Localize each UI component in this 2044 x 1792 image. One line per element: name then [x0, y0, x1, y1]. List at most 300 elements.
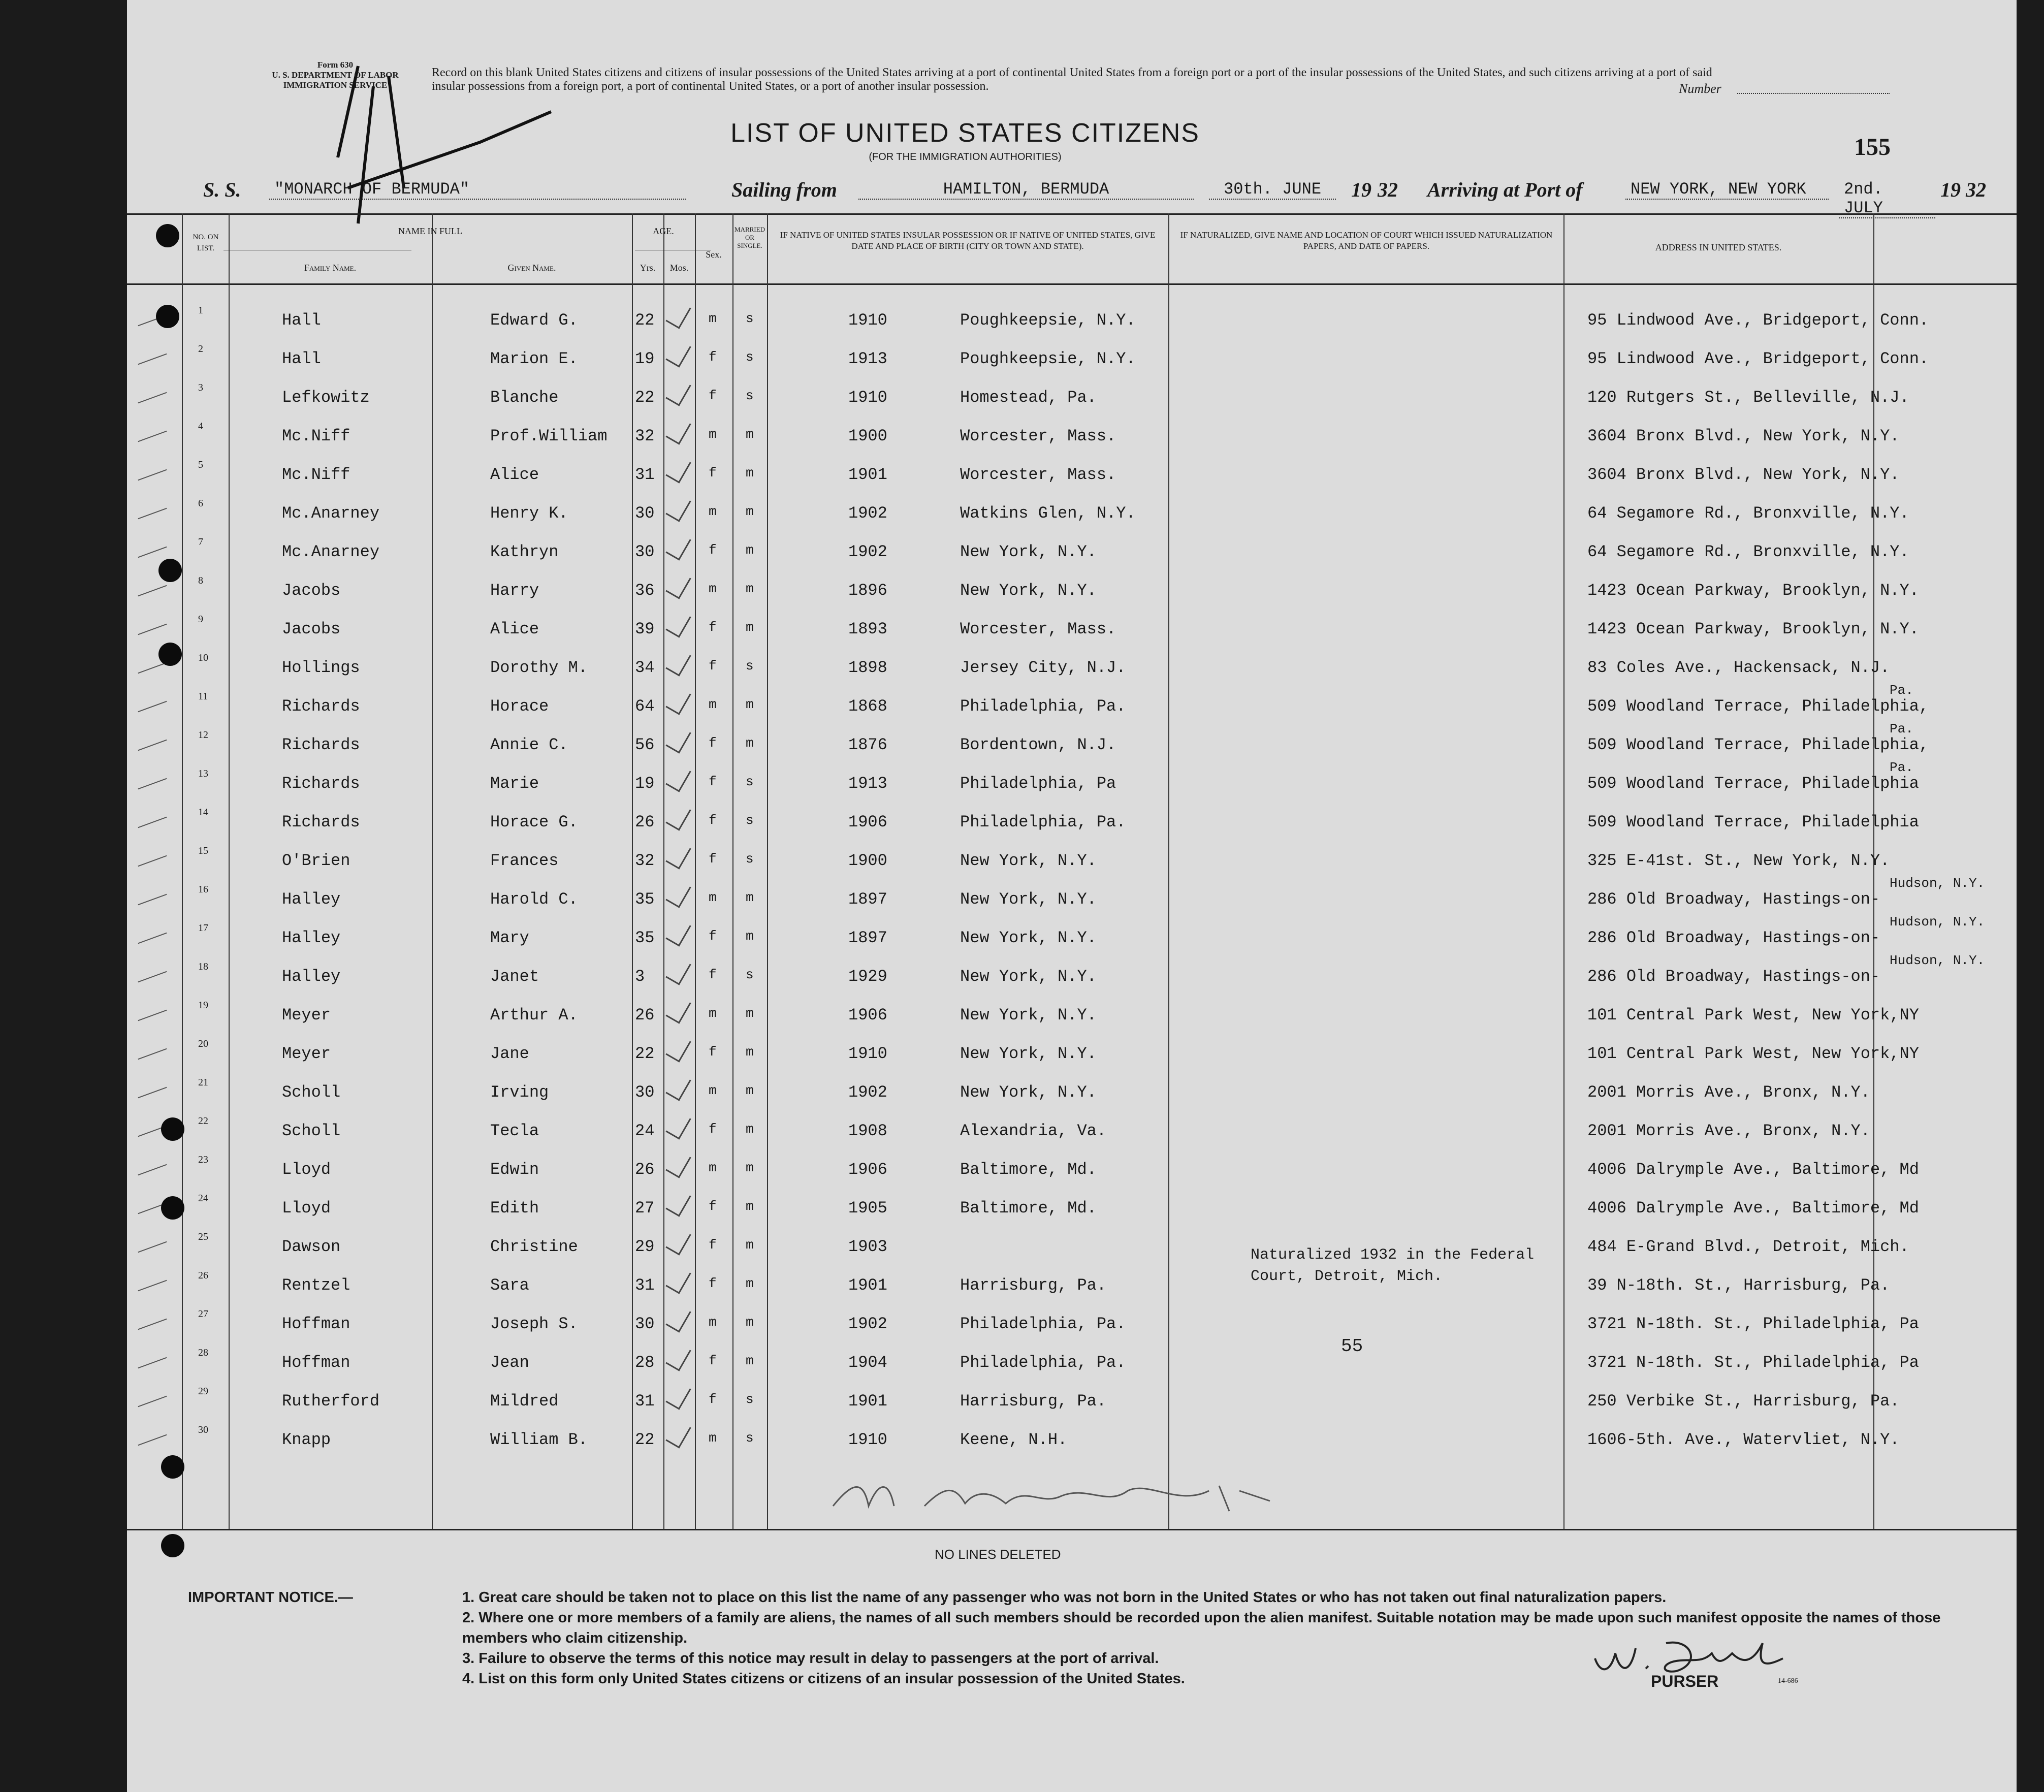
marital-status-cell: s — [746, 774, 754, 789]
family-name-cell: Hoffman — [282, 1353, 350, 1372]
family-name-cell: Mc.Niff — [282, 427, 350, 445]
sailing-from-label: Sailing from — [731, 178, 837, 201]
family-name-cell: Lloyd — [282, 1160, 331, 1179]
address-cell: 95 Lindwood Ave., Bridgeport, Conn. — [1587, 311, 1929, 330]
age-years-cell: 30 — [635, 504, 655, 523]
row-number: 24 — [198, 1193, 208, 1204]
form-number: Form 630 — [317, 60, 354, 70]
table-row — [127, 609, 2017, 647]
family-name-cell: Lloyd — [282, 1199, 331, 1218]
birth-place-cell: Philadelphia, Pa. — [960, 1315, 1126, 1333]
birth-year-cell: 1902 — [848, 1083, 887, 1102]
address-cell: 101 Central Park West, New York,NY — [1587, 1044, 1919, 1063]
table-row — [127, 531, 2017, 570]
given-name-cell: Joseph S. — [490, 1315, 578, 1333]
birth-year-cell: 1901 — [848, 465, 887, 484]
address-cell: 83 Coles Ave., Hackensack, N.J. — [1587, 658, 1890, 677]
birth-place-cell: New York, N.Y. — [960, 581, 1097, 600]
ship-info-line — [203, 173, 1986, 217]
birth-place-cell: Keene, N.H. — [960, 1430, 1068, 1449]
table-row — [127, 995, 2017, 1033]
age-years-cell: 22 — [635, 311, 655, 330]
birth-year-cell: 1898 — [848, 658, 887, 677]
margin-tick-mark — [138, 392, 167, 403]
row-number: 8 — [198, 575, 203, 586]
sex-cell: f — [709, 1276, 717, 1291]
marital-status-cell: s — [746, 1430, 754, 1446]
address-cell: 4006 Dalrymple Ave., Baltimore, Md — [1587, 1199, 1919, 1218]
age-years-cell: 32 — [635, 427, 655, 445]
marital-status-cell: s — [746, 311, 754, 326]
table-row — [127, 1226, 2017, 1265]
marital-status-cell: s — [746, 658, 754, 674]
address-cell: 2001 Morris Ave., Bronx, N.Y. — [1587, 1083, 1870, 1102]
birth-year-cell: 1900 — [848, 851, 887, 870]
arriving-year-prefix: 19 — [1940, 178, 1961, 201]
row-number: 3 — [198, 382, 203, 393]
check-mark-icon — [665, 918, 691, 946]
birth-place-cell: Bordentown, N.J. — [960, 735, 1116, 754]
age-years-cell: 56 — [635, 735, 655, 754]
table-row — [127, 721, 2017, 763]
table-row — [127, 647, 2017, 686]
marital-status-cell: m — [746, 620, 754, 635]
sex-cell: m — [709, 1430, 717, 1446]
address-cell: 509 Woodland Terrace, Philadelphia, — [1587, 697, 1929, 716]
header-mos: Mos. — [669, 263, 689, 273]
birth-place-cell: Homestead, Pa. — [960, 388, 1097, 407]
margin-tick-mark — [138, 354, 167, 365]
address-cell: 2001 Morris Ave., Bronx, N.Y. — [1587, 1122, 1870, 1140]
header-given-name: Given Name. — [507, 263, 556, 273]
row-number: 15 — [198, 845, 208, 856]
sailing-from-port: HAMILTON, BERMUDA — [858, 180, 1194, 200]
table-row — [127, 1149, 2017, 1188]
marital-status-cell: m — [746, 1122, 754, 1137]
sex-cell: m — [709, 1083, 717, 1098]
margin-tick-mark — [138, 1164, 167, 1175]
birth-year-cell: 1897 — [848, 890, 887, 909]
table-row — [127, 1110, 2017, 1149]
address-cell: 325 E-41st. St., New York, N.Y. — [1587, 851, 1890, 870]
margin-tick-mark — [138, 933, 167, 944]
check-mark-icon — [665, 1188, 691, 1217]
age-years-cell: 31 — [635, 465, 655, 484]
row-number: 5 — [198, 459, 203, 470]
margin-tick-mark — [138, 585, 167, 596]
sex-cell: f — [709, 735, 717, 751]
age-years-cell: 19 — [635, 774, 655, 793]
check-mark-icon — [665, 339, 691, 367]
age-years-cell: 24 — [635, 1122, 655, 1140]
address-continuation-cell: Hudson, N.Y. — [1890, 953, 1985, 968]
check-mark-icon — [665, 686, 691, 715]
sailing-date: 30th. JUNE — [1209, 180, 1336, 200]
page-subtitle: (FOR THE IMMIGRATION AUTHORITIES) — [869, 151, 1062, 163]
row-number: 17 — [198, 922, 208, 934]
birth-year-cell: 1905 — [848, 1199, 887, 1218]
check-mark-icon — [665, 995, 691, 1023]
manifest-table — [127, 213, 2017, 1535]
arriving-year: 32 — [1966, 178, 1986, 201]
family-name-cell: Hall — [282, 349, 321, 368]
sailing-year: 32 — [1378, 178, 1398, 201]
address-cell: 64 Segamore Rd., Bronxville, N.Y. — [1587, 542, 1909, 561]
address-cell: 1606-5th. Ave., Watervliet, N.Y. — [1587, 1430, 1900, 1449]
table-row — [127, 300, 2017, 338]
punch-hole — [158, 559, 182, 582]
notice-item-4: 4. List on this form only United States citizens or citizens of an insular possession of the United States. — [462, 1671, 1185, 1687]
margin-tick-mark — [138, 1048, 167, 1060]
given-name-cell: Arthur A. — [490, 1006, 578, 1025]
margin-tick-mark — [138, 1357, 167, 1368]
given-name-cell: Marion E. — [490, 349, 578, 368]
table-row — [127, 493, 2017, 531]
marital-status-cell: m — [746, 1006, 754, 1021]
check-mark-icon — [665, 1034, 691, 1062]
given-name-cell: Frances — [490, 851, 559, 870]
sex-cell: f — [709, 774, 717, 789]
margin-tick-mark — [138, 855, 167, 867]
department-name: U. S. DEPARTMENT OF LABOR — [272, 70, 399, 80]
sex-cell: f — [709, 929, 717, 944]
address-cell: 509 Woodland Terrace, Philadelphia — [1587, 813, 1919, 831]
age-years-cell: 30 — [635, 1083, 655, 1102]
family-name-cell: Halley — [282, 967, 341, 986]
given-name-cell: Mildred — [490, 1392, 559, 1411]
check-mark-icon — [665, 1381, 691, 1410]
birth-year-cell: 1910 — [848, 1044, 887, 1063]
sex-cell: f — [709, 1353, 717, 1368]
row-number: 7 — [198, 536, 203, 548]
marital-status-cell: s — [746, 388, 754, 403]
sex-cell: m — [709, 1006, 717, 1021]
manifest-sheet — [127, 0, 2017, 1792]
birth-place-cell: New York, N.Y. — [960, 1006, 1097, 1025]
row-number: 12 — [198, 729, 208, 741]
sex-cell: m — [709, 504, 717, 519]
sex-cell: m — [709, 427, 717, 442]
age-years-cell: 35 — [635, 890, 655, 909]
margin-tick-mark — [138, 508, 167, 519]
record-instructions: Record on this blank United States citizens and citizens of insular possessions of the United States arriving at a port of continental United States from a foreign port or a port of the insular possessions of the United States, and such citizens arriving at a port of said insular possessions from a foreign port, a port of continental United States, or a port of another insular possession. — [432, 66, 1712, 93]
header-sex: Sex. — [706, 249, 722, 260]
row-number: 16 — [198, 884, 208, 895]
row-number: 28 — [198, 1347, 208, 1358]
address-continuation-cell: Pa. — [1890, 683, 1913, 698]
check-mark-icon — [665, 802, 691, 830]
birth-year-cell: 1929 — [848, 967, 887, 986]
address-continuation-cell: Hudson, N.Y. — [1890, 876, 1985, 891]
birth-year-cell: 1904 — [848, 1353, 887, 1372]
punch-hole — [161, 1196, 184, 1220]
header-name-in-full: NAME IN FULL — [398, 226, 462, 236]
arriving-label: Arriving at Port of — [1427, 178, 1583, 201]
given-name-cell: Edward G. — [490, 311, 578, 330]
punch-hole — [161, 1117, 184, 1141]
row-number: 26 — [198, 1270, 208, 1281]
row-number: 14 — [198, 807, 208, 818]
table-row — [127, 914, 2017, 956]
given-name-cell: Harold C. — [490, 890, 578, 909]
age-years-cell: 22 — [635, 1430, 655, 1449]
sex-cell: f — [709, 1044, 717, 1060]
family-name-cell: Halley — [282, 890, 341, 909]
header-native-birth: IF NATIVE OF UNITED STATES INSULAR POSSESSION OR IF NATIVE OF UNITED STATES, GIVE DATE AND PLACE OF BIRTH (CITY OR TOWN AND STATE). — [780, 230, 1156, 251]
address-cell: 286 Old Broadway, Hastings-on- — [1587, 929, 1880, 947]
given-name-cell: Horace G. — [490, 813, 578, 831]
table-row — [127, 840, 2017, 879]
arriving-date: 2nd. JULY — [1839, 180, 1935, 218]
check-mark-icon — [665, 841, 691, 869]
family-name-cell: Meyer — [282, 1006, 331, 1025]
family-name-cell: Hoffman — [282, 1315, 350, 1333]
sex-cell: m — [709, 1315, 717, 1330]
sex-cell: m — [709, 697, 717, 712]
family-name-cell: Dawson — [282, 1237, 341, 1256]
marital-status-cell: s — [746, 349, 754, 365]
birth-year-cell: 1902 — [848, 504, 887, 523]
row-number: 29 — [198, 1386, 208, 1397]
check-mark-icon — [665, 377, 691, 406]
address-cell: 3604 Bronx Blvd., New York, N.Y. — [1587, 465, 1900, 484]
birth-place-cell: Philadelphia, Pa — [960, 774, 1116, 793]
age-years-cell: 22 — [635, 1044, 655, 1063]
given-name-cell: William B. — [490, 1430, 588, 1449]
sex-cell: f — [709, 542, 717, 558]
check-mark-icon — [665, 648, 691, 676]
birth-year-cell: 1910 — [848, 1430, 887, 1449]
family-name-cell: Scholl — [282, 1083, 341, 1102]
marital-status-cell: m — [746, 1199, 754, 1214]
margin-tick-mark — [138, 894, 167, 905]
marital-status-cell: m — [746, 1083, 754, 1098]
row-number: 1 — [198, 305, 203, 316]
sex-cell: f — [709, 388, 717, 403]
address-cell: 484 E-Grand Blvd., Detroit, Mich. — [1587, 1237, 1909, 1256]
given-name-cell: Janet — [490, 967, 539, 986]
age-years-cell: 26 — [635, 813, 655, 831]
sex-cell: m — [709, 890, 717, 905]
age-years-cell: 27 — [635, 1199, 655, 1218]
address-continuation-cell: Hudson, N.Y. — [1890, 914, 1985, 930]
margin-tick-mark — [138, 662, 167, 674]
birth-place-cell: New York, N.Y. — [960, 929, 1097, 947]
birth-place-cell: Poughkeepsie, N.Y. — [960, 311, 1136, 330]
family-name-cell: Mc.Anarney — [282, 542, 380, 561]
given-name-cell: Irving — [490, 1083, 549, 1102]
address-cell: 509 Woodland Terrace, Philadelphia, — [1587, 735, 1929, 754]
address-cell: 1423 Ocean Parkway, Brooklyn, N.Y. — [1587, 581, 1919, 600]
header-family-name: Family Name. — [304, 263, 357, 273]
page-title: LIST OF UNITED STATES CITIZENS — [730, 118, 1200, 148]
punch-hole — [158, 643, 182, 666]
check-mark-icon — [665, 1227, 691, 1255]
birth-year-cell: 1906 — [848, 813, 887, 831]
age-years-cell: 31 — [635, 1276, 655, 1295]
given-name-cell: Annie C. — [490, 735, 568, 754]
age-years-cell: 30 — [635, 542, 655, 561]
given-name-cell: Harry — [490, 581, 539, 600]
marital-status-cell: m — [746, 735, 754, 751]
marital-status-cell: s — [746, 813, 754, 828]
marital-status-cell: m — [746, 1044, 754, 1060]
row-number: 6 — [198, 498, 203, 509]
family-name-cell: Richards — [282, 735, 360, 754]
family-name-cell: Mc.Anarney — [282, 504, 380, 523]
marital-status-cell: s — [746, 851, 754, 867]
margin-tick-mark — [138, 817, 167, 828]
purser-label: PURSER — [1651, 1672, 1719, 1690]
marital-status-cell: m — [746, 890, 754, 905]
family-name-cell: Lefkowitz — [282, 388, 370, 407]
margin-tick-mark — [138, 1010, 167, 1021]
table-row — [127, 1342, 2017, 1381]
address-cell: 1423 Ocean Parkway, Brooklyn, N.Y. — [1587, 620, 1919, 638]
header-address: ADDRESS IN UNITED STATES. — [1655, 242, 1782, 252]
sex-cell: f — [709, 813, 717, 828]
ss-label: S. S. — [203, 178, 241, 201]
sex-cell: f — [709, 1199, 717, 1214]
birth-place-cell: New York, N.Y. — [960, 967, 1097, 986]
sailing-year-prefix: 19 — [1351, 178, 1371, 201]
birth-place-cell: New York, N.Y. — [960, 542, 1097, 561]
sex-cell: m — [709, 1160, 717, 1175]
notice-label: IMPORTANT NOTICE.— — [188, 1589, 353, 1606]
punch-hole — [161, 1534, 184, 1557]
row-number: 25 — [198, 1231, 208, 1242]
sex-cell: f — [709, 1237, 717, 1253]
margin-tick-mark — [138, 1241, 167, 1253]
arriving-port: NEW YORK, NEW YORK — [1625, 180, 1829, 200]
row-number: 21 — [198, 1077, 208, 1088]
marital-status-cell: s — [746, 1392, 754, 1407]
age-years-cell: 3 — [635, 967, 645, 986]
age-years-cell: 30 — [635, 1315, 655, 1333]
marital-status-cell: m — [746, 1353, 754, 1368]
check-mark-icon — [665, 956, 691, 985]
birth-year-cell: 1902 — [848, 1315, 887, 1333]
margin-tick-mark — [138, 1396, 167, 1407]
row-number: 2 — [198, 343, 203, 355]
row-number: 20 — [198, 1038, 208, 1049]
marital-status-cell: m — [746, 427, 754, 442]
birth-place-cell: Baltimore, Md. — [960, 1160, 1097, 1179]
family-name-cell: Scholl — [282, 1122, 341, 1140]
table-row — [127, 1072, 2017, 1110]
check-mark-icon — [665, 879, 691, 908]
table-row — [127, 1419, 2017, 1458]
family-name-cell: O'Brien — [282, 851, 350, 870]
marital-status-cell: m — [746, 697, 754, 712]
age-years-cell: 35 — [635, 929, 655, 947]
sex-cell: f — [709, 465, 717, 481]
marital-status-cell: m — [746, 542, 754, 558]
marital-status-cell: m — [746, 581, 754, 596]
given-name-cell: Tecla — [490, 1122, 539, 1140]
family-name-cell: Meyer — [282, 1044, 331, 1063]
punch-hole — [156, 224, 179, 247]
table-row — [127, 338, 2017, 377]
given-name-cell: Christine — [490, 1237, 578, 1256]
given-name-cell: Kathryn — [490, 542, 559, 561]
check-mark-icon — [665, 300, 691, 329]
address-cell: 101 Central Park West, New York,NY — [1587, 1006, 1919, 1025]
age-years-cell: 32 — [635, 851, 655, 870]
number-label: Number — [1679, 81, 1721, 96]
row-number: 11 — [198, 691, 208, 702]
given-name-cell: Marie — [490, 774, 539, 793]
age-years-cell: 34 — [635, 658, 655, 677]
family-name-cell: Rentzel — [282, 1276, 350, 1295]
sex-cell: f — [709, 851, 717, 867]
naturalized-note-line-1: Naturalized 1932 in the Federal — [1251, 1246, 1535, 1264]
check-mark-icon — [665, 1111, 691, 1139]
notice-item-2: 2. Where one or more members of a family are aliens, the names of all such members should be recorded upon the alien manifest. Suitable notation may be made upon such manifest opposite the names of those members who claim citizenship. — [462, 1610, 1941, 1646]
sex-cell: f — [709, 967, 717, 982]
row-number: 9 — [198, 614, 203, 625]
family-name-cell: Richards — [282, 697, 360, 716]
family-name-cell: Richards — [282, 813, 360, 831]
margin-tick-mark — [138, 778, 167, 789]
birth-place-cell: Worcester, Mass. — [960, 465, 1116, 484]
margin-tick-mark — [138, 1319, 167, 1330]
family-name-cell: Hollings — [282, 658, 360, 677]
sex-cell: f — [709, 1122, 717, 1137]
birth-place-cell: Harrisburg, Pa. — [960, 1276, 1107, 1295]
birth-place-cell: New York, N.Y. — [960, 1083, 1097, 1102]
address-cell: 4006 Dalrymple Ave., Baltimore, Md — [1587, 1160, 1919, 1179]
table-row — [127, 1381, 2017, 1419]
given-name-cell: Prof.William — [490, 427, 608, 445]
sex-cell: f — [709, 620, 717, 635]
check-mark-icon — [665, 1342, 691, 1371]
row-number: 13 — [198, 768, 208, 779]
header-age: AGE. — [653, 226, 674, 236]
check-mark-icon — [665, 455, 691, 483]
row-number: 23 — [198, 1154, 208, 1165]
address-cell: 3721 N-18th. St., Philadelphia, Pa — [1587, 1353, 1919, 1372]
birth-year-cell: 1900 — [848, 427, 887, 445]
punch-hole — [161, 1455, 184, 1479]
header-married-single: MARRIED OR SINGLE. — [734, 226, 765, 249]
margin-tick-mark — [138, 971, 167, 982]
table-row — [127, 802, 2017, 840]
birth-year-cell: 1901 — [848, 1276, 887, 1295]
check-mark-icon — [665, 1072, 691, 1101]
birth-year-cell: 1910 — [848, 388, 887, 407]
family-name-cell: Jacobs — [282, 581, 341, 600]
check-mark-icon — [665, 1304, 691, 1332]
marital-status-cell: m — [746, 504, 754, 519]
address-continuation-cell: Pa. — [1890, 721, 1913, 737]
family-name-cell: Richards — [282, 774, 360, 793]
address-cell: 3604 Bronx Blvd., New York, N.Y. — [1587, 427, 1900, 445]
table-row — [127, 953, 2017, 995]
table-row — [127, 1265, 2017, 1303]
birth-place-cell: Poughkeepsie, N.Y. — [960, 349, 1136, 368]
page-number: 155 — [1854, 134, 1891, 161]
family-name-cell: Hall — [282, 311, 321, 330]
margin-tick-mark — [138, 1087, 167, 1098]
marital-status-cell: m — [746, 929, 754, 944]
birth-year-cell: 1876 — [848, 735, 887, 754]
row-number: 19 — [198, 1000, 208, 1011]
birth-place-cell: Watkins Glen, N.Y. — [960, 504, 1136, 523]
birth-year-cell: 1897 — [848, 929, 887, 947]
row-number: 30 — [198, 1424, 208, 1435]
check-mark-icon — [665, 609, 691, 637]
